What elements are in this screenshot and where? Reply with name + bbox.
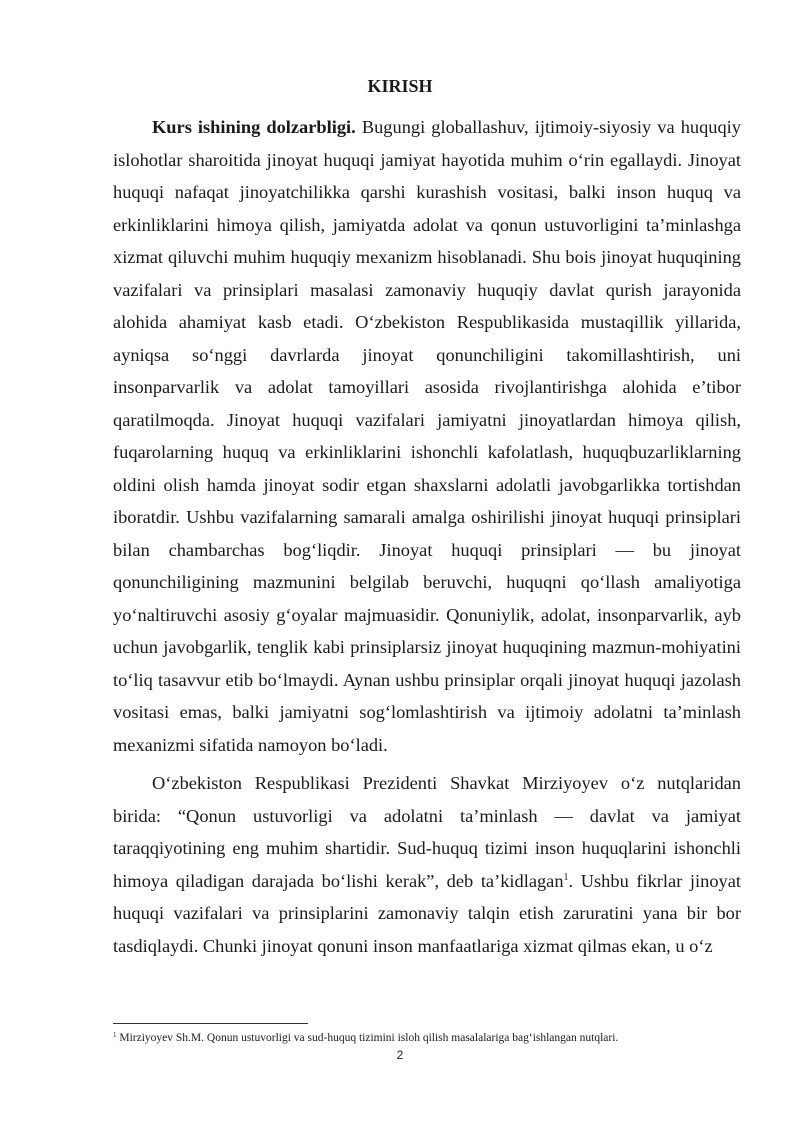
footnote-separator: [113, 1023, 308, 1024]
page-heading: KIRISH: [367, 76, 433, 96]
footnote-reference[interactable]: 1: [563, 871, 569, 883]
paragraph-1: [113, 111, 741, 761]
page-number: 2: [396, 1048, 404, 1062]
body-text: [113, 111, 741, 968]
paragraph-2-text-after-ref: . Ushbu fikrlar jinoyat huquqi vazifalari va prinsiplarini zamonaviy talqin etish zaruratini yana bir bor tasdiqlaydi. Chunki jinoyat qonuni inson manfaatlariga xizmat qilmas ekan, u o‘z: [113, 870, 741, 956]
footnote: [113, 1031, 753, 1046]
paragraph-1-text: Bugungi globallashuv, ijtimoiy-siyosiy va huquqiy islohotlar sharoitida jinoyat huquqi jamiyat hayotida muhim o‘rin egallaydi. Jinoyat huquqi nafaqat jinoyatchilikka qarshi kurashish vositasi, balki inson huquq va erkinliklarini himoya qilish, jamiyatda adolat va qonun ustuvorligini ta’minlashga xizmat qiluvchi muhim huquqiy mexanizm hisoblanadi. Shu bois jinoyat huquqining vazifalari va prinsiplari masalasi zamonaviy huquqiy davlat qurish jarayonida alohida ahamiyat kasb etadi. O‘zbekiston Respublikasida mustaqillik yillarida, ayniqsa so‘nggi davrlarda jinoyat qonunchiligini takomillashtirish, uni insonparvarlik va adolat tamoyillari asosida rivojlantirishga alohida e’tibor qaratilmoqda. Jinoyat huquqi vazifalari jamiyatni jinoyatlardan himoya qilish, fuqarolarning huquq va erkinliklarini ishonchli kafolatlash, huquqbuzarliklarning oldini olish hamda jinoyat sodir etgan shaxslarni adolatli javobgarlikka tortishdan iboratdir. Ushbu vazifalarning samarali amalga oshirilishi jinoyat huquqi prinsiplari bilan chambarchas bog‘liqdir. Jinoyat huquqi prinsiplari — bu jinoyat qonunchiligining mazmunini belgilab beruvchi, huquqni qo‘llash amaliyotiga yo‘naltiruvchi asosiy g‘oyalar majmuasidir. Qonuniylik, adolat, insonparvarlik, ayb uchun javobgarlik, tenglik kabi prinsiplarsiz jinoyat huquqining mazmun-mohiyatini to‘liq tasavvur etib bo‘lmaydi. Aynan ushbu prinsiplar orqali jinoyat huquqi jazolash vositasi emas, balki jamiyatni sog‘lomlashtirish va ijtimoiy adolatni ta’minlash mexanizmi sifatida namoyon bo‘ladi.: [113, 117, 741, 755]
paragraph-1-lead: Kurs ishining dolzarbligi.: [152, 117, 356, 137]
footnote-text: Mirziyoyev Sh.M. Qonun ustuvorligi va sud-huquq tizimini isloh qilish masalalariga bag‘ishlangan nutqlari.: [116, 1032, 619, 1044]
paragraph-2: [113, 767, 741, 962]
paragraph-2-text-before-ref: O‘zbekiston Respublikasi Prezidenti Shavkat Mirziyoyev o‘z nutqlaridan birida: “Qonun ustuvorligi va adolatni ta’minlash — davlat va jamiyat taraqqiyotining eng muhim shartidir. Sud-huquq tizimi inson huquqlarini ishonchli himoya qiladigan darajada bo‘lishi kerak”, deb ta’kidlagan: [113, 773, 741, 891]
footnote-marker: 1: [113, 1031, 117, 1039]
